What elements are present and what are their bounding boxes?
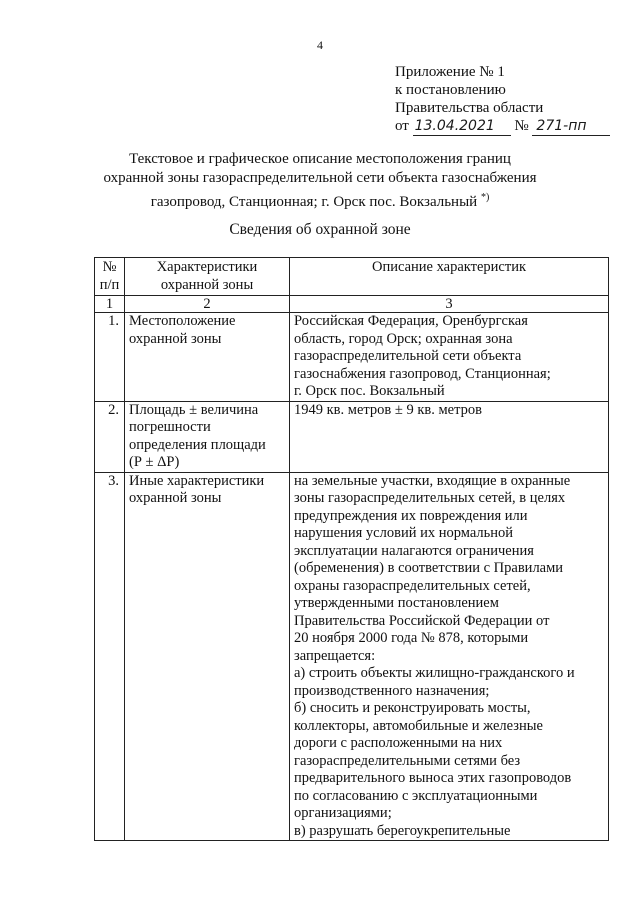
header-number: № п/п (95, 258, 125, 296)
handwritten-date: 13.04.2021 (413, 117, 511, 136)
appendix-resolution: к постановлению (395, 82, 506, 98)
appendix-government: Правительства области (395, 100, 544, 116)
header-description: Описание характеристик (290, 258, 609, 296)
table-row (95, 472, 609, 841)
row-characteristic: Местоположение охранной зоны (125, 313, 290, 402)
row-number: 1. (95, 313, 125, 402)
row-number: 3. (95, 472, 125, 841)
index-cell: 2 (125, 296, 290, 313)
table-row (95, 313, 609, 402)
number-sign: № (514, 118, 529, 134)
date-prefix: от (395, 118, 409, 134)
row-description: 1949 кв. метров ± 9 кв. метров (290, 401, 609, 472)
zone-info-table (94, 257, 609, 841)
index-cell: 3 (290, 296, 609, 313)
handwritten-number: 271-пп (532, 117, 610, 136)
section-subtitle: Сведения об охранной зоне (229, 221, 411, 238)
title-line-3: газопровод, Станционная; г. Орск пос. Вокзальный (150, 194, 478, 210)
row-description: Российская Федерация, Оренбургская область, город Орск; охранная зона газораспределительной сети объекта газоснабжения газопровод, Станционная; г. Орск пос. Вокзальный (290, 313, 609, 402)
row-characteristic: Иные характеристики охранной зоны (125, 472, 290, 841)
document-title (40, 150, 600, 212)
row-characteristic: Площадь ± величина погрешности определения площади (Р ± ΔР) (125, 401, 290, 472)
appendix-block (395, 63, 610, 136)
row-number: 2. (95, 401, 125, 472)
appendix-title: Приложение № 1 (395, 64, 505, 80)
table-header-row (95, 258, 609, 296)
title-line-2: охранной зоны газораспределительной сети объекта газоснабжения (103, 170, 537, 186)
index-cell: 1 (95, 296, 125, 313)
row-description: на земельные участки, входящие в охранные зоны газораспределительных сетей, в целях предупреждения их повреждения или нарушения условий их нормальной эксплуатации налагаются ограничения (обременения) в соответствии с Правилами охраны газораспределительных сетей, утвержденными постановлением Правительства Российской Федерации от 20 ноября 2000 года № 878, которыми запрещается: а) строить объекты жилищно-гражданского и производственного назначения; б) сносить и реконструировать мосты, коллекторы, автомобильные и железные дороги с расположенными на них газораспределительными сетями без предварительного выноса этих газопроводов по согласованию с эксплуатационными организациями; в) разрушать берегоукрепительные (290, 472, 609, 841)
appendix-date-number (395, 117, 610, 136)
title-line-3-wrap (40, 188, 600, 212)
table-index-row (95, 296, 609, 313)
title-line-1: Текстовое и графическое описание местоположения границ (129, 151, 511, 167)
table-row (95, 401, 609, 472)
footnote-mark: *) (480, 192, 490, 203)
page-number: 4 (317, 38, 323, 52)
header-characteristics: Характеристики охранной зоны (125, 258, 290, 296)
